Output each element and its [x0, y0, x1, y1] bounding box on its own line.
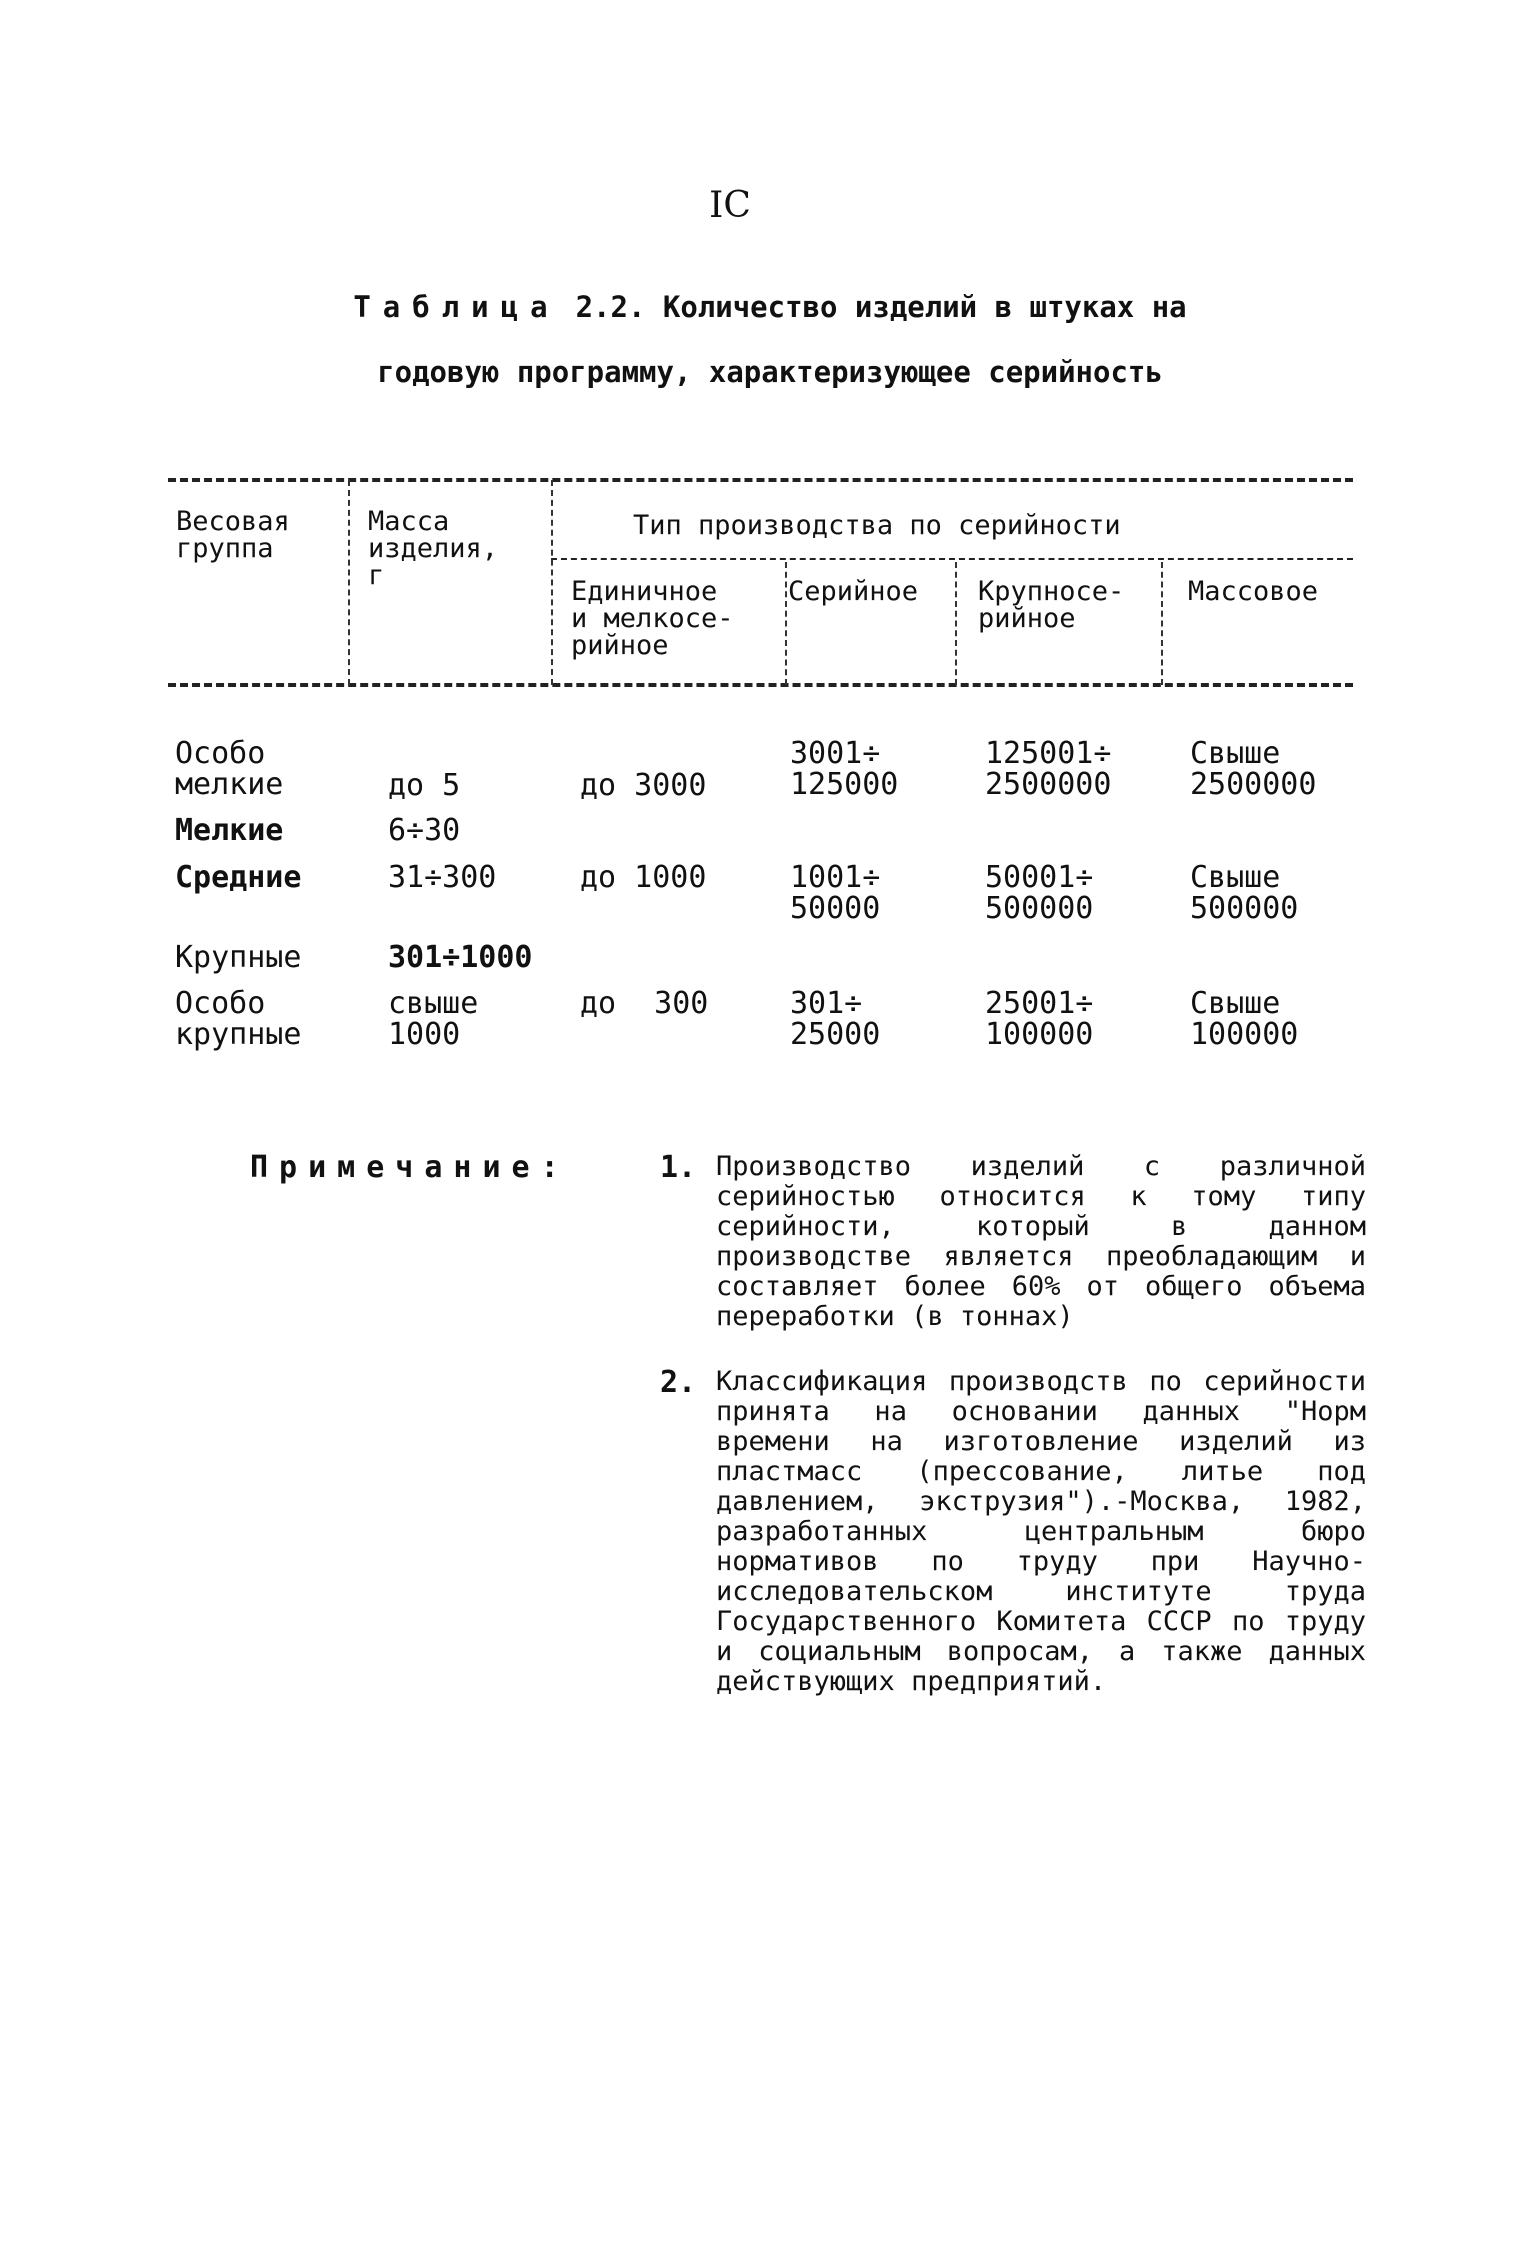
table-title-line2: годовую программу, характеризующее серийность — [377, 355, 1163, 389]
row-mass: до 5 — [388, 768, 461, 803]
row-serial: 301÷ 25000 — [790, 986, 881, 1052]
row-mass-production: Свыше 2500000 — [1190, 736, 1317, 802]
table-title-prefix: Таблица — [353, 290, 560, 324]
row-single: до 1000 — [580, 860, 707, 895]
row-group: Особо крупные — [175, 986, 302, 1052]
header-mass: Масса изделия, г — [368, 506, 499, 591]
note-label: Примечание: — [250, 1150, 570, 1185]
note-number: 1. — [660, 1150, 697, 1185]
header-weight-group: Весовая группа — [176, 506, 290, 564]
note-number: 2. — [660, 1365, 697, 1400]
header-single: Единичное и мелкосе- рийное — [571, 576, 734, 661]
note-text: Производство изделий с различной серийностью относится к тому типу серийности, который в данном производстве является преобладающим и составляет более 60% от общего объема переработки (в тоннах) — [716, 1151, 1366, 1332]
row-mass: 6÷30 — [388, 813, 461, 848]
row-mass: 301÷1000 — [388, 940, 533, 975]
row-large-serial: 50001÷ 500000 — [985, 860, 1094, 926]
col-divider — [1161, 562, 1163, 685]
col-divider — [551, 480, 553, 685]
col-divider — [785, 562, 787, 685]
table-title-rest: 2.2. Количество изделий в штуках на — [575, 290, 1187, 324]
row-single: до 3000 — [580, 768, 707, 803]
row-mass: 31÷300 — [388, 860, 497, 895]
note-text: Классификация производств по серийности принята на основании данных "Норм времени на изготовление изделий из пластмасс (прессование, литье под давлением, экструзия").-Москва, 1982, разработанных центральным бюро нормативов по труду при Научно-исследовательском институте труда Государственного Комитета СССР по труду и социальным вопросам, а также данных действующих предприятий. — [716, 1366, 1366, 1697]
header-mid-rule — [551, 558, 1353, 560]
row-group: Средние — [175, 860, 302, 895]
header-production-type: Тип производства по серийности — [633, 510, 1121, 541]
row-mass: свыше 1000 — [388, 986, 479, 1052]
col-divider — [955, 562, 957, 685]
row-mass-production: Свыше 500000 — [1190, 860, 1299, 926]
header-bottom-rule — [168, 683, 1353, 687]
header-mass-production: Массовое — [1188, 576, 1319, 607]
header-serial: Серийное — [788, 576, 919, 607]
row-group: Мелкие — [175, 813, 284, 848]
row-group: Особо мелкие — [175, 736, 284, 802]
row-serial: 1001÷ 50000 — [790, 860, 881, 926]
row-large-serial: 25001÷ 100000 — [985, 986, 1094, 1052]
header-large-serial: Крупносе- рийное — [978, 576, 1125, 634]
table-header — [168, 470, 1353, 695]
table-title — [140, 290, 1400, 324]
row-single: до 300 — [580, 986, 709, 1021]
row-mass-production: Свыше 100000 — [1190, 986, 1299, 1052]
col-divider — [348, 480, 350, 685]
row-serial: 3001÷ 125000 — [790, 736, 899, 802]
row-large-serial: 125001÷ 2500000 — [985, 736, 1112, 802]
header-top-rule — [168, 478, 1353, 482]
row-group: Крупные — [175, 940, 302, 975]
page-number: IC — [709, 185, 751, 226]
